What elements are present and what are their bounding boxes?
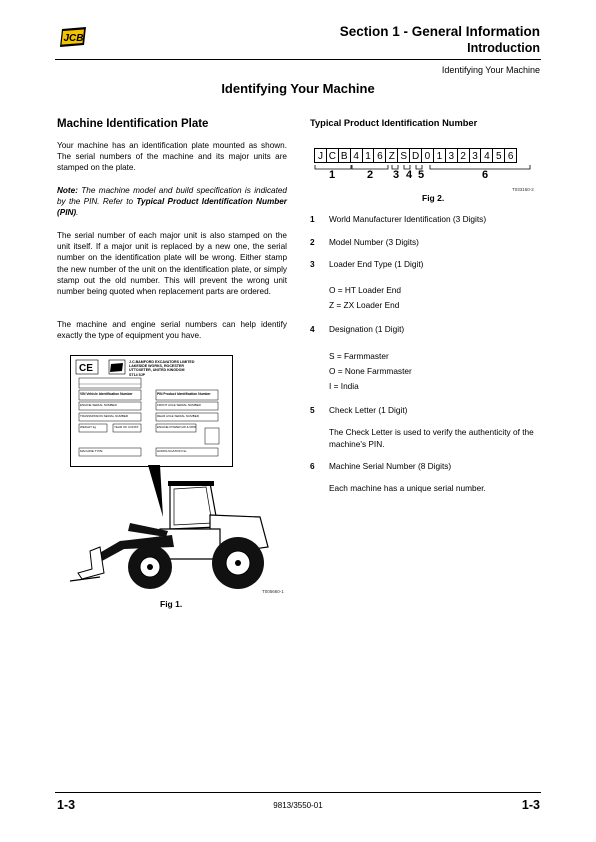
item-text: Check Letter (1 Digit) (329, 405, 408, 415)
item-text: Machine Serial Number (8 Digits) (329, 461, 452, 471)
note-end: . (76, 208, 79, 218)
item-option: S = Farmmaster (329, 351, 389, 361)
document-number: 9813/3550-01 (273, 801, 323, 810)
item-description: The Check Letter is used to verify the authenticity of the machine's PIN. (329, 427, 534, 449)
item-description: Each machine has a unique serial number. (329, 483, 486, 493)
item-text: Model Number (3 Digits) (329, 237, 419, 247)
item-number: 4 (310, 324, 315, 334)
plate-machine-type-label: MACHINE TYPE (80, 449, 103, 453)
pin-char: J (314, 148, 327, 163)
pin-char: 4 (480, 148, 493, 163)
item-text: Loader End Type (1 Digit) (329, 259, 424, 269)
pin-char: S (397, 148, 410, 163)
pin-char: 3 (445, 148, 458, 163)
plate-engine-label: ENGINE SERIAL NUMBER (80, 403, 117, 407)
plate-year-label: YEAR OF CONST. (114, 425, 140, 429)
header-divider (55, 59, 541, 60)
pin-char: Z (385, 148, 398, 163)
page-number-right: 1-3 (521, 798, 540, 812)
pin-char: 6 (373, 148, 386, 163)
pin-char: 2 (457, 148, 470, 163)
item-option: Z = ZX Loader End (329, 300, 400, 310)
pin-group-label: 2 (367, 169, 374, 181)
item-option: I = India (329, 381, 359, 391)
pin-group-label: 6 (482, 169, 489, 181)
svg-text:CE: CE (79, 363, 93, 374)
section-title: Section 1 - General Information (339, 24, 540, 39)
pin-boxes (314, 148, 516, 164)
pin-char: 6 (504, 148, 517, 163)
footer-divider (55, 792, 541, 793)
note-reference[interactable]: Typical Product Identification Number (PIN) (57, 197, 287, 218)
pin-char: 1 (362, 148, 375, 163)
item-option: O = HT Loader End (329, 285, 402, 295)
pin-heading: Typical Product Identification Number (310, 118, 478, 128)
pin-group-label: 3 (393, 169, 400, 181)
page-title: Identifying Your Machine (221, 81, 375, 96)
plate-intro: Your machine has an identification plate mounted as shown. The serial numbers of the machine and its major units are stamped on the plate. (57, 141, 287, 173)
plate-rear-axle-label: REAR AXLE SERIAL NUMBER (157, 414, 199, 418)
item-number: 3 (310, 259, 315, 269)
pin-char: 4 (350, 148, 363, 163)
note-text: The machine model and build specification is indicated by the PIN. Refer to (57, 186, 287, 207)
pin-char: C (326, 148, 339, 163)
serial-help-paragraph: The machine and engine serial numbers can help identify exactly the type of equipment you have. (57, 320, 287, 341)
plate-transmission-label: TRANSMISSION SERIAL NUMBER (80, 414, 129, 418)
item-number: 2 (310, 237, 315, 247)
loader-machine-illustration (60, 455, 280, 595)
plate-homologation-label: HOMOLOGATION No. (157, 449, 188, 453)
plate-weight-label: WEIGHT kg (80, 425, 96, 429)
plate-pin-label: PIN Product Identification Number (157, 392, 211, 396)
plate-front-axle-label: FRONT AXLE SERIAL NUMBER (157, 403, 201, 407)
pin-char: D (409, 148, 422, 163)
topic-label: Identifying Your Machine (441, 65, 540, 75)
plate-power-label: ENGINE POWER kW & RPM (157, 425, 197, 429)
item-number: 1 (310, 214, 315, 224)
plate-address-1: LAKESIDE WORKS, ROCESTER (129, 364, 184, 369)
plate-address-2: UTTOXETER, UNITED KINGDOM (129, 368, 185, 373)
item-number: 5 (310, 405, 315, 415)
plate-heading: Machine Identification Plate (57, 118, 209, 130)
pin-char: 1 (433, 148, 446, 163)
pin-group-label: 4 (406, 169, 413, 181)
serial-paragraph: The serial number of each major unit is also stamped on the unit itself. If a major unit is replaced by a new one, the serial number on the identification plate will be wrong. Either stamp the new number of the unit on the identification plate, or simply stamp out the old number. This will prevent the wrong unit number being quoted when replacement parts are ordered. (57, 231, 287, 297)
note-label: Note: (57, 186, 78, 195)
pin-char: 0 (421, 148, 434, 163)
plate-company: J.C.BAMFORD EXCAVATORS LIMITED (129, 360, 195, 364)
pin-group-label: 1 (329, 169, 336, 181)
pin-char: 5 (492, 148, 505, 163)
page-number-left: 1-3 (57, 798, 76, 812)
identification-plate (70, 355, 233, 467)
section-subtitle: Introduction (467, 41, 540, 55)
pin-char: 3 (469, 148, 482, 163)
note-paragraph (57, 185, 287, 219)
plate-address-3: ST14 5JP (129, 372, 145, 377)
fig2-code: T033160-2 (512, 187, 534, 192)
svg-text:JCB: JCB (63, 33, 84, 44)
fig1-code: T005660-1 (262, 589, 284, 594)
item-number: 6 (310, 461, 315, 471)
item-text: Designation (1 Digit) (329, 324, 405, 334)
item-text: World Manufacturer Identification (3 Digits) (329, 214, 487, 224)
pin-group-label: 5 (418, 169, 425, 181)
plate-company-block (129, 360, 194, 377)
jcb-logo (58, 26, 88, 48)
fig1-caption: Fig 1. (160, 599, 183, 609)
fig2-caption: Fig 2. (422, 193, 445, 203)
item-option: O = None Farmmaster (329, 366, 412, 376)
pin-char: B (338, 148, 351, 163)
plate-vin-label: VIN Vehicle Identification Number (80, 392, 133, 396)
